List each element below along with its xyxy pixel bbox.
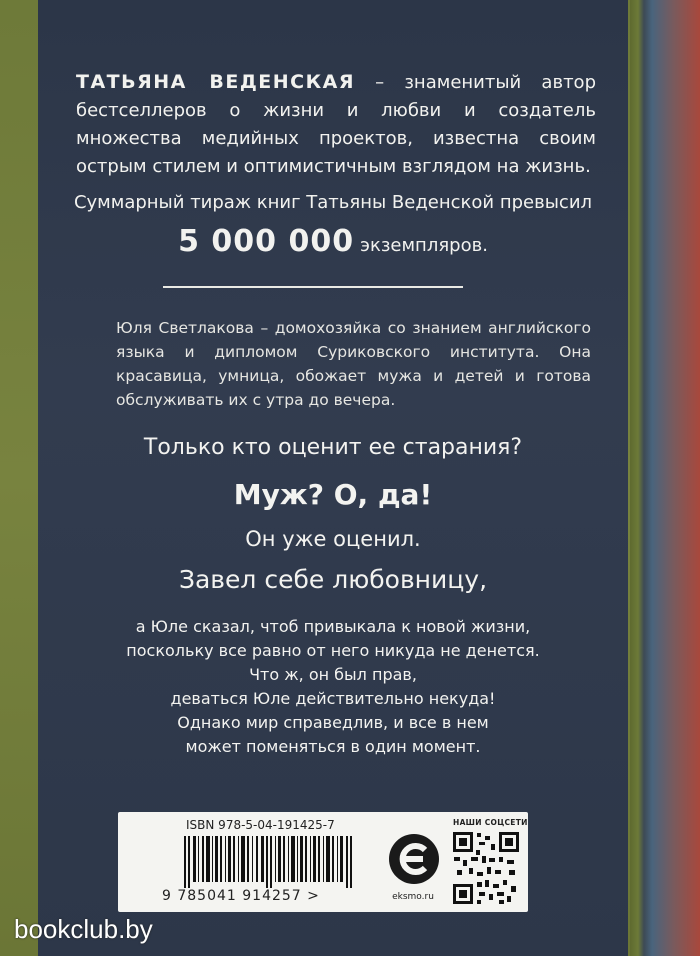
watermark-text: bookclub.by [14, 914, 153, 944]
teaser-line: поскольку все равно от него никуда не денется. [126, 641, 540, 660]
publisher-url: eksmo.ru [392, 892, 434, 902]
teaser-lover: Завел себе любовницу, [178, 565, 488, 594]
teaser-line: Что ж, он был прав, [249, 665, 417, 684]
circulation-unit: экземпляров. [360, 235, 488, 256]
teaser-evaluated: Он уже оценил. [245, 527, 421, 551]
barcode-icon [184, 836, 354, 888]
author-bio [76, 68, 596, 181]
barcode-digits: 9 785041 914257 > [162, 888, 320, 904]
synopsis-text: Юля Светлакова – домохозяйка со знанием английского языка и дипломом Суриковского института. Она красавица, умница, обожает мужа и детей и готова обслуживать их с утра до вечера. [116, 319, 591, 409]
teaser-line: Однако мир справедлив, и все в нем [177, 713, 489, 732]
eksmo-logo-icon [388, 828, 440, 890]
isbn-text: ISBN 978-5-04-191425-7 [186, 818, 335, 832]
book-spine [630, 0, 700, 956]
circulation-text: Суммарный тираж книг Татьяны Веденской превысил [73, 192, 593, 213]
teaser-line: а Юле сказал, чтоб привыкала к новой жизни, [135, 617, 531, 636]
back-cover [38, 0, 628, 956]
qr-code-icon [451, 830, 521, 906]
author-bio-text: – знаменитый автор бестселлеров о жизни и любви и создатель множества медийных проектов, известна своим острым стилем и оптимистичным взглядом на жизнь. [76, 72, 596, 177]
circulation-number: 5 000 000 [178, 224, 355, 259]
teaser-husband: Муж? О, да! [233, 478, 433, 511]
social-label: НАШИ СОЦСЕТИ [453, 818, 528, 827]
teaser-line: деваться Юле действительно некуда! [170, 689, 496, 708]
teaser-line: может поменяться в один момент. [185, 737, 481, 756]
divider-line [163, 286, 463, 288]
barcode-panel [118, 812, 528, 912]
teaser-question: Только кто оценит ее старания? [143, 435, 523, 460]
author-name: ТАТЬЯНА ВЕДЕНСКАЯ [76, 71, 355, 93]
circulation-count [58, 224, 608, 259]
